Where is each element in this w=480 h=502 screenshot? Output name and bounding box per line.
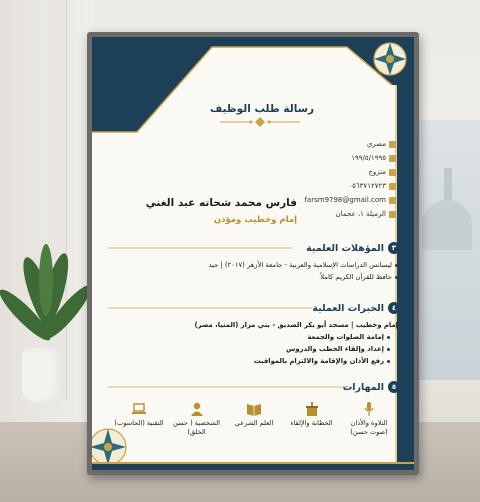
section-number-badge: ٣ [388,242,400,254]
list-item: إمامة الصلوات والجمعة [128,331,398,343]
info-row-nationality [367,138,396,150]
phone-text: ٠٥٦٣٧١٢٧٢٣ [348,182,386,190]
person-icon [189,401,205,417]
title-ornament [220,117,300,127]
skill-item: التقنية (الحاسوب) [114,401,164,451]
list-item: ليسانس الدراسات الإسلامية والعربية - جامعة الأزهر (٢٠١٧) | جيد [128,259,398,271]
applicant-name: فارس محمد شحاته عبد الغني [145,197,297,209]
cv-sheet [92,37,414,470]
experience-list [128,319,398,367]
info-row-phone [348,180,396,192]
skill-item: الشخصية ( حسن الخلق) [172,401,222,451]
email-text: farsm9798@gmail.com [304,196,386,204]
section-title: المؤهلات العلمية [306,242,384,254]
section-skills-heading [343,380,400,394]
info-row-marital [368,166,396,178]
podium-icon [304,401,320,417]
microphone-icon [361,401,377,417]
bottom-navy-band [92,464,414,470]
skill-item: العلم الشرعي [229,401,279,451]
info-row-birthdate [351,152,396,164]
birthdate-text: ١٩٩/٥/١٩٩٥ [351,154,386,162]
section-number-badge: ٥ [388,381,400,393]
info-row-email [304,194,396,206]
section-title: الخبرات العملية [312,302,384,314]
phone-icon [389,183,396,190]
calendar-icon [389,155,396,162]
applicant-role: إمام وخطيب ومؤذن [213,215,297,225]
qualifications-list [128,259,398,283]
skill-item: الخطابة والإلقاء [287,401,337,451]
info-row-location [336,208,396,220]
list-item: رفع الأذان والإقامة والالتزام بالمواقيت [128,355,398,367]
rings-icon [389,169,396,176]
flag-icon [389,141,396,148]
background-dome [422,200,472,250]
nationality-text: مصري [366,140,386,148]
picture-frame [87,32,419,475]
skills-row [114,401,394,451]
location-text: الرميلة ١، عجمان [335,210,386,218]
location-icon [389,211,396,218]
section-number-badge: ٤ [388,302,400,314]
list-item: حافظ للقرآن الكريم كاملاً [128,271,398,283]
experience-header: إمام وخطيب | مسجد أبو بكر الصديق - بني مزار (المنيا، مصر) [194,321,398,329]
background-window [418,120,480,380]
laptop-icon [131,401,147,417]
section-qualifications-heading [306,241,400,255]
list-item: إعداد وإلقاء الخطب والدروس [128,343,398,355]
plant-pot [22,348,64,403]
section-experience-heading [312,301,400,315]
section-title: المهارات [342,381,384,393]
book-icon [246,401,262,417]
email-icon [389,197,396,204]
skill-item: التلاوة والأذان (صوت حسن) [344,401,394,451]
marital-status-text: متزوج [368,168,386,176]
document-title: رسالة طلب الوظيف [209,103,315,115]
